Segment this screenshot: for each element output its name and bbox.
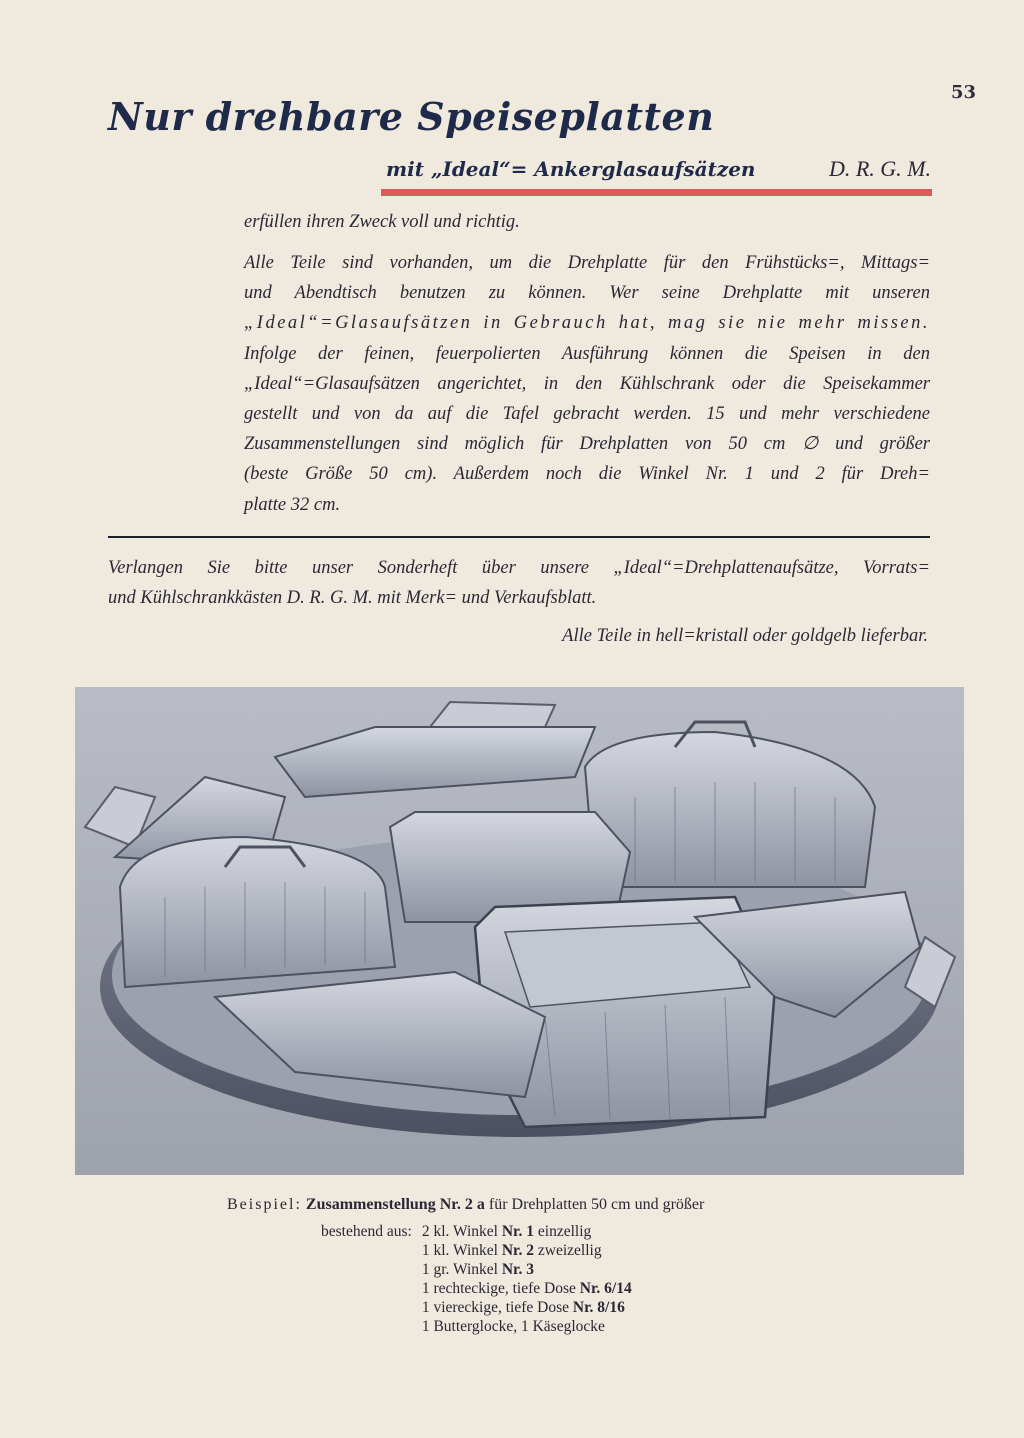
patent-mark: D. R. G. M. xyxy=(828,156,931,181)
page-title: Nur drehbare Speiseplatten xyxy=(108,94,715,139)
caption-rest: für Drehplatten 50 cm und größer xyxy=(488,1196,705,1213)
rotating-tray-illustration xyxy=(75,687,964,1175)
part-number: Nr. 3 xyxy=(501,1261,535,1278)
list-item xyxy=(422,1298,632,1317)
section-divider xyxy=(108,536,930,538)
caption-name: Zusammenstellung Nr. 2 a xyxy=(305,1196,485,1213)
caption-label: Beispiel: xyxy=(227,1196,302,1213)
body-line: „Ideal“=Glasaufsätzen in Gebrauch hat, mag sie nie mehr missen. xyxy=(244,313,930,334)
part-text: 1 viereckige, tiefe Dose xyxy=(421,1299,573,1316)
list-item xyxy=(422,1222,632,1241)
red-underline xyxy=(381,189,932,196)
part-number: Nr. 6/14 xyxy=(579,1280,632,1297)
subtitle-main: mit „Ideal“= Ankerglasaufsätzen xyxy=(386,157,756,181)
part-text: 1 rechteckige, tiefe Dose xyxy=(421,1280,580,1297)
body-line: gestellt und von da auf die Tafel gebracht werden. 15 und mehr verschiedene xyxy=(244,404,930,425)
list-item xyxy=(422,1279,632,1298)
part-number: Nr. 8/16 xyxy=(572,1299,625,1316)
body-paragraph xyxy=(244,248,930,520)
body-line: Zusammenstellungen sind möglich für Drehplatten von 50 cm ∅ und größer xyxy=(244,434,930,455)
list-item xyxy=(422,1260,632,1279)
part-number: Nr. 2 xyxy=(501,1242,535,1259)
subtitle xyxy=(386,156,931,182)
intro-line: erfüllen ihren Zweck voll und richtig. xyxy=(244,212,520,232)
list-item xyxy=(422,1241,632,1260)
list-item xyxy=(422,1317,632,1336)
part-text: 1 kl. Winkel xyxy=(421,1242,502,1259)
body-line: Alle Teile sind vorhanden, um die Drehplatte für den Frühstücks=, Mittags= xyxy=(244,253,930,273)
body-line: „Ideal“=Glasaufsätzen angerichtet, in den Kühlschrank oder die Speisekammer xyxy=(244,373,930,394)
product-photo xyxy=(75,687,964,1175)
part-note: zweizellig xyxy=(534,1242,602,1259)
note-line: Verlangen Sie bitte unser Sonderheft über unsere „Ideal“=Drehplattenaufsätze, Vorrats= xyxy=(108,558,930,578)
part-text: 1 Butterglocke, 1 Käseglocke xyxy=(421,1318,605,1335)
body-line: (beste Größe 50 cm). Außerdem noch die Winkel Nr. 1 und 2 für Dreh= xyxy=(244,464,930,485)
parts-label: bestehend aus: xyxy=(321,1223,412,1240)
part-number: Nr. 1 xyxy=(501,1223,535,1240)
brochure-note xyxy=(108,553,930,613)
note-line: und Kühlschrankkästen D. R. G. M. mit Merk= und Verkaufsblatt. xyxy=(108,588,597,608)
body-line: platte 32 cm. xyxy=(244,494,341,515)
part-note: einzellig xyxy=(534,1223,592,1240)
part-text: 1 gr. Winkel xyxy=(421,1261,502,1278)
photo-caption xyxy=(227,1196,704,1214)
body-line: und Abendtisch benutzen zu können. Wer seine Drehplatte mit unseren xyxy=(244,283,930,304)
part-text: 2 kl. Winkel xyxy=(421,1223,502,1240)
body-line: Infolge der feinen, feuerpolierten Ausführung können die Speisen in den xyxy=(244,343,930,364)
delivery-note: Alle Teile in hell=kristall oder goldgelb lieferbar. xyxy=(562,626,928,646)
parts-list xyxy=(321,1222,632,1336)
page-number: 53 xyxy=(950,82,976,103)
